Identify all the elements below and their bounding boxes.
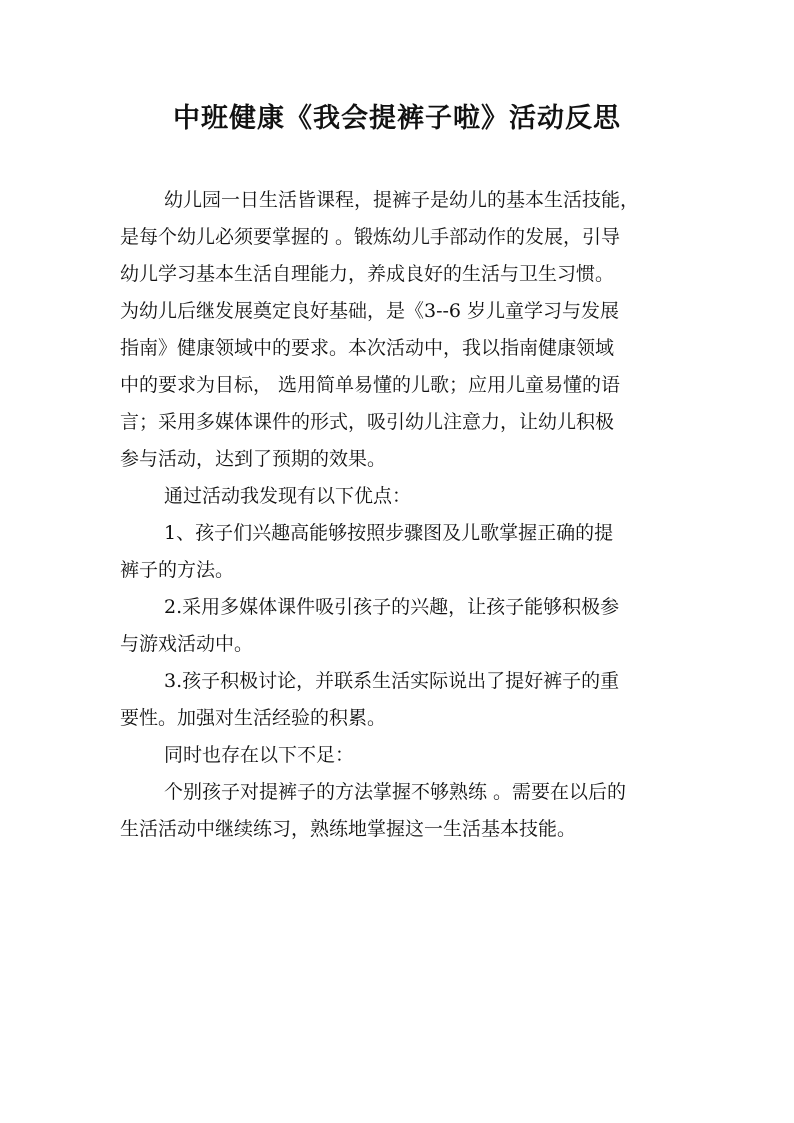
body-line: 参与活动，达到了预期的效果。: [120, 448, 387, 470]
body-line: 裤子的方法。: [120, 559, 235, 581]
body-line: 言；采用多媒体课件的形式，吸引幼儿注意力，让幼儿积极: [120, 411, 615, 433]
body-line: 与游戏活动中。: [120, 633, 254, 655]
body-line: 要性。加强对生活经验的积累。: [120, 707, 387, 729]
body-line: 通过活动我发现有以下优点：: [164, 485, 412, 507]
body-line: 生活活动中继续练习，熟练地掌握这一生活基本技能。: [120, 818, 577, 840]
body-line: 3.孩子积极讨论，并联系生活实际说出了提好裤子的重: [164, 670, 620, 692]
body-line: 指南》健康领域中的要求。本次活动中，我以指南健康领域: [120, 337, 615, 359]
document-title: 中班健康《我会提裤子啦》活动反思: [173, 103, 621, 134]
body-line: 幼儿园一日生活皆课程，提裤子是幼儿的基本生活技能，: [164, 189, 640, 211]
body-line: 是每个幼儿必须要掌握的 。锻炼幼儿手部动作的发展，引导: [120, 226, 621, 248]
body-line: 为幼儿后继发展奠定良好基础，是《3--6 岁儿童学习与发展: [120, 300, 620, 322]
body-line: 1、孩子们兴趣高能够按照步骤图及儿歌掌握正确的提: [164, 522, 614, 544]
document-body: [120, 182, 680, 848]
body-line: 同时也存在以下不足：: [164, 744, 355, 766]
body-line: 幼儿学习基本生活自理能力，养成良好的生活与卫生习惯。: [120, 263, 615, 285]
body-line: 中的要求为目标， 选用简单易懂的儿歌；应用儿童易懂的语: [120, 374, 621, 396]
body-line: 个别孩子对提裤子的方法掌握不够熟练 。需要在以后的: [164, 781, 627, 803]
body-line: 2.采用多媒体课件吸引孩子的兴趣，让孩子能够积极参: [164, 596, 620, 618]
